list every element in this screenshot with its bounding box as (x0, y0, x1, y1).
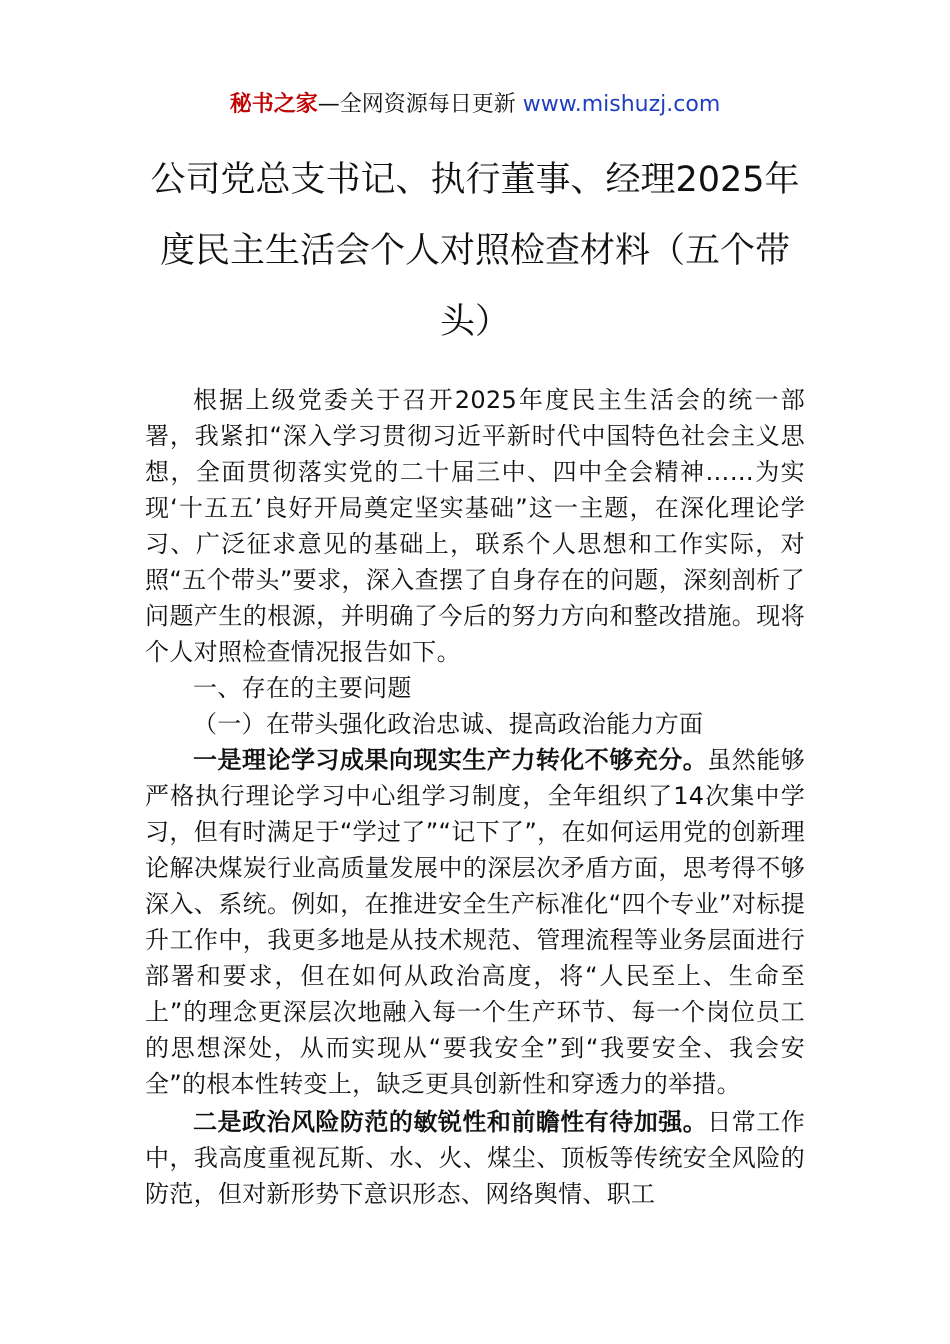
subsection-heading: （一）在带头强化政治忠诚、提高政治能力方面 (193, 710, 704, 738)
issue-1-body: 虽然能够严格执行理论学习中心组学习制度，全年组织了14次集中学习，但有时满足于“学过了”“记下了”，在如何运用党的创新理论解决煤炭行业高质量发展中的深层次矛盾方面，思考得不够深入、系统。例如，在推进安全生产标准化“四个专业”对标提升工作中，我更多地是从技术规范、管理流程等业务层面进行部署和要求，但在如何从政治高度，将“人民至上、生命至上”的理念更深层次地融入每一个生产环节、每一个岗位员工的思想深处，从而实现从“要我安全”到“我要安全、我会安全”的根本性转变上，缺乏更具创新性和穿透力的举措。 (145, 746, 805, 1098)
issue-2-body: 日常工作中，我高度重视瓦斯、水、火、煤尘、顶板等传统安全风险的防范，但对新形势下意识形态、网络舆情、职工 (145, 1108, 805, 1208)
site-url-link[interactable]: www.mishuzj.com (522, 92, 721, 117)
site-banner (0, 88, 950, 122)
document-title: 公司党总支书记、执行董事、经理2025年度民主生活会个人对照检查材料（五个带头） (150, 160, 800, 342)
site-brand: 秘书之家 (229, 92, 318, 117)
section-heading: 一、存在的主要问题 (193, 674, 412, 702)
document-body (145, 382, 805, 1212)
issue-paragraph-1 (145, 742, 805, 1102)
issue-paragraph-2 (145, 1104, 805, 1212)
banner-tagline: —全网资源每日更新 (317, 92, 523, 117)
issue-2-lead: 二是政治风险防范的敏锐性和前瞻性有待加强。 (193, 1108, 708, 1136)
intro-paragraph: 根据上级党委关于召开2025年度民主生活会的统一部署，我紧扣“深入学习贯彻习近平新时代中国特色社会主义思想，全面贯彻落实党的二十届三中、四中全会精神……为实现‘十五五’良好开局奠定坚实基础”这一主题，在深化理论学习、广泛征求意见的基础上，联系个人思想和工作实际，对照“五个带头”要求，深入查摆了自身存在的问题，深刻剖析了问题产生的根源，并明确了今后的努力方向和整改措施。现将个人对照检查情况报告如下。 (145, 386, 805, 666)
issue-1-lead: 一是理论学习成果向现实生产力转化不够充分。 (193, 746, 708, 774)
